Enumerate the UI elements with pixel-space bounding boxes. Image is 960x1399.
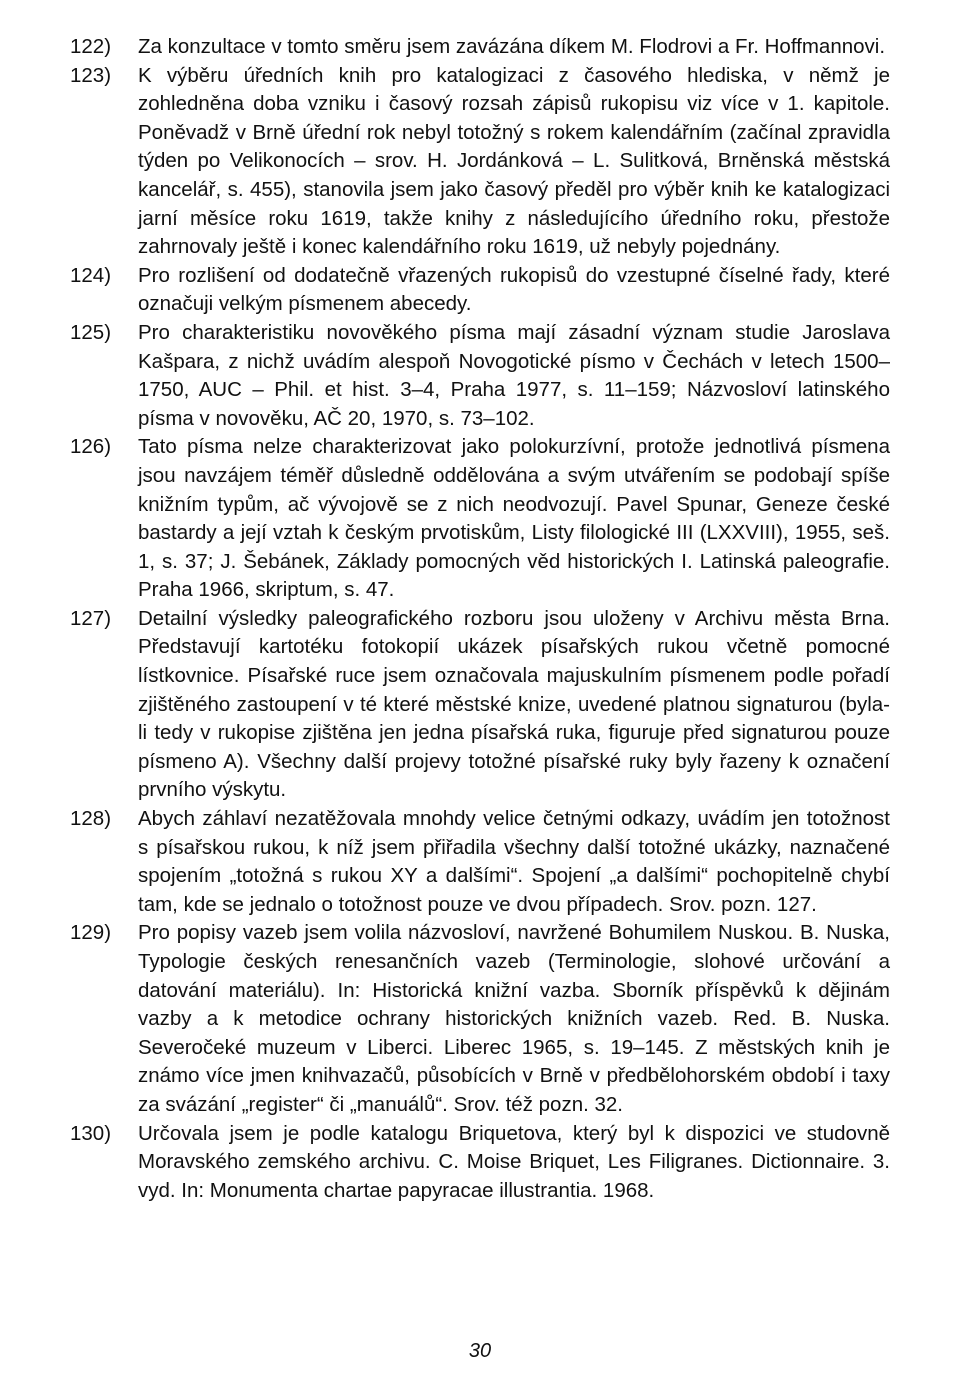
footnotes-list: [70, 33, 890, 1205]
footnote-number: 125): [70, 320, 112, 344]
footnote-number: 130): [70, 1121, 112, 1145]
footnote: [70, 919, 890, 1119]
footnote: [70, 433, 890, 605]
footnote-number: 127): [70, 606, 112, 630]
footnote: [70, 319, 890, 433]
footnote-number: 129): [70, 921, 112, 945]
footnote-text: Pro charakteristiku novověkého písma mají zásadní význam studie Jaroslava Kašpara, z nichž uvádím alespoň Novogotické písmo v Čechách v letech 1500–1750, AUC – Phil. et hist. 3–4, Praha 1977, s. 11–159; Názvosloví latinského písma v novověku, AČ 20, 1970, s. 73–102.: [138, 320, 890, 430]
footnote-text: Za konzultace v tomto směru jsem zavázána díkem M. Flodrovi a Fr. Hoffmannovi.: [138, 35, 886, 58]
footnote-text: Pro popisy vazeb jsem volila názvosloví, navržené Bohumilem Nuskou. B. Nuska, Typologie českých renesančních vazeb (Terminologie, slohové určování a datování materiálu). In: Historická knižní vazba. Sborník příspěvků k dějinám vazby a k metodice ochrany historických knižních vazeb. Red. B. Nuska. Severočeké muzeum v Liberci. Liberec 1965, s. 19–145. Z městských knih je známo více jmen knihvazačů, působících v Brně v předbělohorském období i taxy za svázání „register“ či „manuálů“. Srov. též pozn. 32.: [138, 921, 890, 1116]
footnote-text: Abych záhlaví nezatěžovala mnohdy velice četnými odkazy, uvádím jen totožnost s písařskou rukou, k níž jsem přiřadila všechny další totožné ukázky, naznačené spojením „totožná s rukou XY a dalšími“. Spojení „a dalšími“ pochopitelně chybí tam, kde se jednalo o totožnost pouze ve dvou případech. Srov. pozn. 127.: [138, 807, 890, 916]
footnote: [70, 33, 890, 62]
footnote: [70, 1120, 890, 1206]
footnote: [70, 62, 890, 262]
footnote-number: 123): [70, 63, 112, 87]
footnote-text: Tato písma nelze charakterizovat jako polokurzívní, protože jednotlivá písmena jsou navzájem téměř důsledně oddělována a svým utvářením se podobají spíše knižním typům, ač vývojově se z nich neodvozují. Pavel Spunar, Geneze české bastardy a její vztah k českým prvotiskům, Listy filologické III (LXXVIII), 1955, seš. 1, s. 37; J. Šebánek, Základy pomocných věd historických I. Latinská paleografie. Praha 1966, skriptum, s. 47.: [138, 435, 890, 602]
footnote-text: Určovala jsem je podle katalogu Briquetova, který byl k dispozici ve studovně Moravského zemského archivu. C. Moise Briquet, Les Filigranes. Dictionnaire. 3. vyd. In: Monumenta chartae papyracae illustrantia. 1968.: [138, 1121, 890, 1202]
footnote: [70, 262, 890, 319]
footnote: [70, 605, 890, 805]
footnote-text: Pro rozlišení od dodatečně vřazených rukopisů do vzestupné číselné řady, které označuji velkým písmenem abecedy.: [138, 263, 890, 316]
footnote-text: Detailní výsledky paleografického rozboru jsou uloženy v Archivu města Brna. Představují kartotéku fotokopií ukázek písařských rukou včetně pomocné lístkovnice. Písařské ruce jsem označovala majuskulním písmenem podle pořadí zjištěného zastoupení v té které městské knize, uvedené platnou signaturou (byla-li tedy v rukopise zjištěna jen jedna písařská ruka, figuruje před signaturou pouze písmeno A). Všechny další projevy totožné písařské ruky byly řazeny k označení prvního výskytu.: [138, 606, 890, 802]
footnote-number: 126): [70, 435, 112, 459]
footnote: [70, 805, 890, 919]
footnote-text: K výběru úředních knih pro katalogizaci z časového hlediska, v němž je zohledněna doba vzniku i časový rozsah zápisů rukopisu viz více v 1. kapitole. Poněvadž v Brně úřední rok nebyl totožný s rokem kalendářním (začínal zpravidla týden po Velikonocích – srov. H. Jordánková – L. Sulitková, Brněnská městská kancelář, s. 455), stanovila jsem jako časový předěl pro výběr knih ke katalogizaci jarní měsíce roku 1619, takže knihy z následujícího úředního roku, přestože zahrnovaly ještě i konec kalendářního roku 1619, už nebyly pojednány.: [138, 63, 890, 259]
page-number: 30: [468, 1340, 492, 1362]
footnote-number: 124): [70, 263, 112, 287]
footnote-number: 122): [70, 35, 112, 58]
footnote-number: 128): [70, 807, 112, 831]
